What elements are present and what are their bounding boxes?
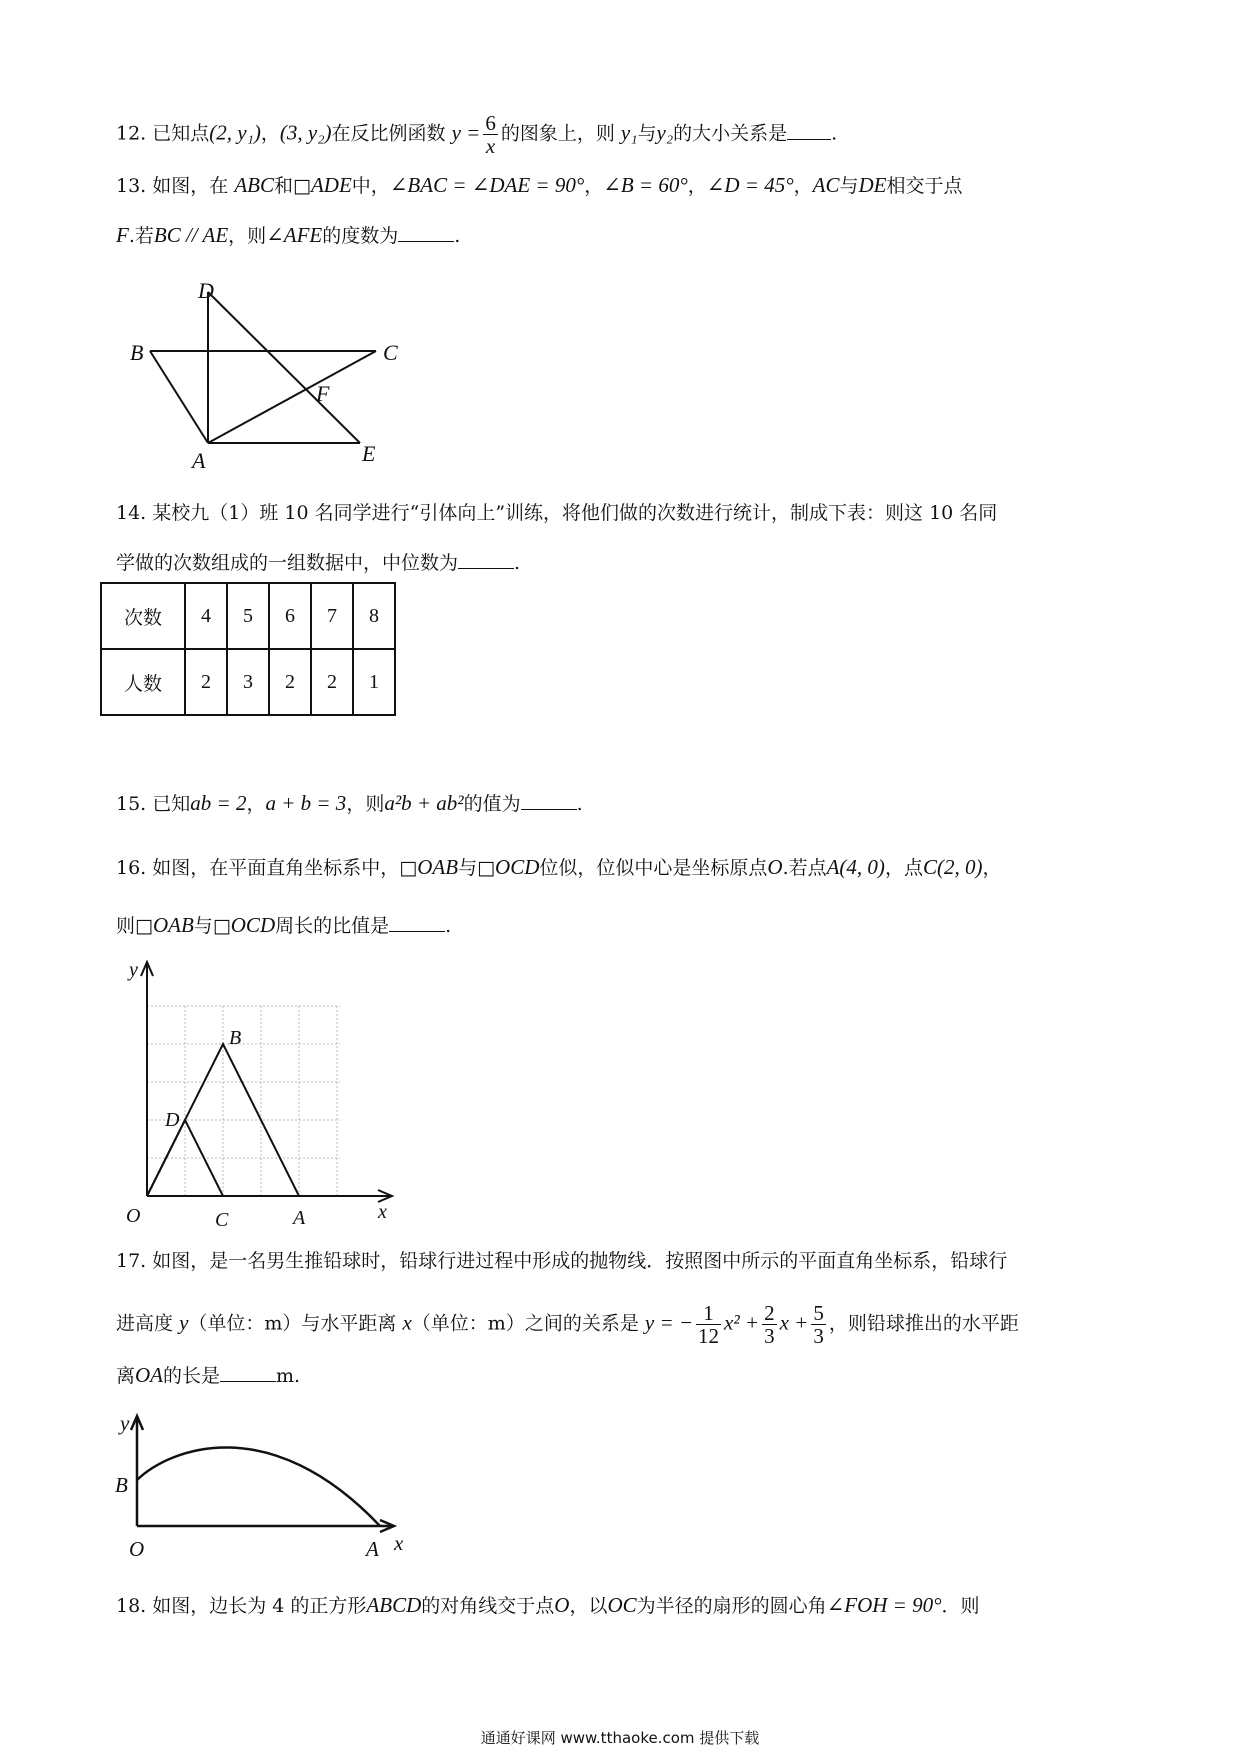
q17-text1: 进高度	[116, 1312, 174, 1335]
q12-text5: 的大小关系是	[673, 122, 788, 145]
q13-text6: .若	[128, 225, 154, 247]
q13-f: F	[116, 223, 129, 247]
q16-box-glyph: □	[477, 857, 496, 879]
table-cell: 7	[311, 583, 353, 649]
q16-text8: 周长的比值是	[275, 915, 390, 937]
q16-text5: ，点	[884, 857, 923, 879]
q17-text4: ，则铅球推出的水平距	[828, 1312, 1019, 1335]
fig17-label-a: A	[366, 1537, 379, 1561]
q18-text4: 为半径的扇形的圆心角	[636, 1595, 827, 1617]
question-15	[116, 788, 1136, 819]
q17-frac1-num: 1	[696, 1302, 721, 1325]
table-cell: 2	[269, 649, 311, 715]
q12-text4: 与	[637, 122, 657, 145]
q16-box-glyph: □	[399, 857, 418, 879]
question-17	[116, 1246, 1136, 1276]
q16-text1: 如图，在平面直角坐标系中，	[152, 857, 400, 879]
q13-angle-d: ∠D = 45°	[706, 173, 794, 197]
q13-period: .	[454, 225, 461, 247]
question-17-line2	[116, 1302, 1136, 1347]
q14-period: .	[514, 552, 521, 574]
q18-text2: 的对角线交于点	[421, 1595, 555, 1617]
q13-triangle-abc: ABC	[234, 173, 274, 197]
fig16-label-o: O	[126, 1205, 141, 1227]
fig13-label-b: B	[130, 340, 144, 365]
q15-number: 15.	[116, 793, 147, 815]
q13-de: DE	[858, 173, 887, 197]
q17-text6: 的长是	[163, 1365, 221, 1387]
q16-box-glyph: □	[135, 915, 153, 937]
q17-x2: x² +	[724, 1310, 760, 1335]
fig13-segment-de	[208, 292, 360, 443]
q17-text2: （单位：m）与水平距离	[188, 1312, 397, 1335]
q13-box-glyph: □	[293, 175, 311, 197]
q13-text8: 的度数为	[322, 225, 399, 247]
q16-ocd: OCD	[230, 913, 276, 937]
table-row	[101, 583, 395, 649]
question-14	[116, 498, 1136, 528]
q12-y2: y₂	[656, 120, 674, 145]
q16-number: 16.	[116, 857, 147, 879]
fig13-label-e: E	[362, 441, 376, 466]
table-cell: 3	[227, 649, 269, 715]
fig13-label-a: A	[192, 448, 206, 473]
question-16	[116, 852, 1136, 883]
q18-text5: ．则	[941, 1595, 980, 1617]
q13-comma1: ，	[584, 175, 604, 197]
q16-text3: 位似，位似中心是坐标原点	[539, 857, 768, 879]
question-18	[116, 1590, 1136, 1621]
table-cell: 6	[269, 583, 311, 649]
question-16-line2	[116, 910, 1136, 941]
q12-y1: y₁	[620, 120, 638, 145]
table-header-times: 次数	[101, 583, 185, 649]
q17-text3: （单位：m）之间的关系是	[411, 1312, 639, 1335]
q16-text6: 则	[116, 915, 136, 937]
q13-text1: 如图，在	[152, 175, 229, 197]
q16-text7: 与	[193, 915, 213, 937]
q17-frac2-num: 2	[764, 1301, 775, 1325]
fig17-label-y: y	[120, 1411, 130, 1435]
fig13-segment-ac	[208, 351, 376, 443]
table-cell: 1	[353, 649, 395, 715]
q13-text7: ，则	[228, 225, 267, 247]
fig17-label-o: O	[129, 1537, 145, 1561]
q16-text4: .若点	[782, 857, 827, 879]
table-cell: 2	[311, 649, 353, 715]
q13-comma3: ，	[793, 175, 813, 197]
q16-comma: ，	[982, 857, 1002, 879]
q15-answer-blank[interactable]	[521, 791, 577, 810]
q18-angle: ∠FOH = 90°	[826, 1593, 942, 1617]
q15-text3: 的值为	[463, 793, 521, 815]
q12-frac-num: 6	[485, 111, 496, 135]
fig16-label-x: x	[378, 1201, 387, 1223]
q12-point1: (2, y₁)	[209, 120, 261, 145]
q17-frac1	[696, 1302, 721, 1347]
q12-text2: 在反比例函数	[331, 122, 446, 145]
q17-y-eq: y = −	[644, 1310, 694, 1335]
q13-angle-afe: ∠AFE	[266, 223, 323, 247]
fig16-label-b: B	[229, 1027, 242, 1049]
q12-text: 已知点	[152, 122, 210, 145]
q17-answer-blank[interactable]	[220, 1363, 276, 1382]
q16-answer-blank[interactable]	[389, 913, 445, 932]
q18-abcd: ABCD	[366, 1593, 422, 1617]
fig13-segment-ba	[150, 351, 208, 443]
q17-frac3-den: 3	[813, 1324, 824, 1348]
q16-point-c: C(2, 0)	[922, 855, 983, 879]
q13-parallel: BC // AE	[153, 223, 229, 247]
q16-ocd: OCD	[495, 855, 540, 879]
q12-point2: (3, y₂)	[279, 120, 332, 145]
q15-text1: 已知	[152, 793, 191, 815]
q18-text1: 如图，边长为 4 的正方形	[152, 1595, 367, 1617]
table-cell: 5	[227, 583, 269, 649]
q17-unit: m.	[276, 1365, 301, 1387]
q17-xp: x +	[779, 1310, 809, 1335]
q16-box-glyph: □	[212, 915, 231, 937]
fig13-lines	[150, 292, 376, 443]
q14-line2: 学做的次数组成的一组数据中，中位数为	[116, 552, 459, 574]
q13-number: 13.	[116, 175, 147, 197]
q16-period: .	[445, 915, 452, 937]
q12-period: .	[831, 122, 838, 145]
q17-x: x	[402, 1310, 412, 1335]
q17-frac2-den: 3	[764, 1324, 775, 1348]
q16-oab: OAB	[417, 855, 459, 879]
q15-expr: a²b + ab²	[384, 791, 464, 815]
q16-point-a: A(4, 0)	[826, 855, 885, 879]
q18-text3: ，以	[569, 1595, 608, 1617]
q17-text5: 离	[116, 1365, 136, 1387]
q13-comma2: ，	[687, 175, 707, 197]
q13-angle-eq: ∠BAC = ∠DAE = 90°	[389, 173, 585, 197]
q13-triangle-ade: ADE	[310, 173, 352, 197]
question-14-line2	[116, 548, 1136, 578]
q17-line1: 如图，是一名男生推铅球时，铅球行进过程中形成的抛物线．按照图中所示的平面直角坐标系，铅球行	[152, 1250, 1008, 1272]
fig16-label-d: D	[165, 1109, 180, 1131]
fig13-label-f: F	[316, 381, 330, 406]
q13-angle-b: ∠B = 60°	[603, 173, 688, 197]
table-cell: 4	[185, 583, 227, 649]
question-17-line3	[116, 1360, 1136, 1391]
q18-oc: OC	[607, 1593, 637, 1617]
q16-o: O	[767, 855, 783, 879]
q15-ab: ab = 2	[190, 791, 247, 815]
table-row	[101, 649, 395, 715]
page-footer: 通通好课网 www.tthaoke.com 提供下载	[480, 1729, 760, 1747]
table-cell: 2	[185, 649, 227, 715]
q17-frac3-num: 5	[813, 1301, 824, 1325]
q17-oa: OA	[135, 1363, 164, 1387]
q13-ac: AC	[812, 173, 840, 197]
q13-text5: 相交于点	[886, 175, 963, 197]
q12-frac-den: x	[485, 134, 496, 158]
q17-frac2	[762, 1302, 777, 1347]
q13-text3: 中，	[351, 175, 390, 197]
fig16-label-y: y	[129, 959, 138, 981]
q15-text2: ，则	[346, 793, 385, 815]
q17-y: y	[179, 1310, 189, 1335]
q14-line1: 某校九（1）班 10 名同学进行“引体向上”训练，将他们做的次数进行统计，制成下表：则这 10 名同	[152, 502, 998, 524]
q13-text4: 与	[839, 175, 859, 197]
q12-number: 12.	[116, 122, 147, 145]
q15-comma: ，	[246, 793, 266, 815]
table-cell: 8	[353, 583, 395, 649]
q14-number: 14.	[116, 502, 147, 524]
stats-table	[100, 582, 396, 716]
q18-o: O	[554, 1593, 570, 1617]
q14-answer-blank[interactable]	[458, 550, 514, 569]
q18-number: 18.	[116, 1595, 147, 1617]
fig13-label-c: C	[383, 340, 398, 365]
q15-sum: a + b = 3	[265, 791, 347, 815]
fig16-label-a: A	[293, 1207, 306, 1229]
q13-text2: 和	[274, 175, 294, 197]
q16-oab: OAB	[152, 913, 194, 937]
fig16-label-c: C	[215, 1209, 229, 1231]
q17-frac3	[811, 1302, 826, 1347]
q17-number: 17.	[116, 1250, 147, 1272]
q12-comma: ，	[260, 122, 280, 145]
fig13-label-d: D	[198, 278, 214, 303]
q12-text3: 的图象上，则	[500, 122, 615, 145]
q17-frac1-den: 12	[698, 1324, 720, 1348]
table-header-people: 人数	[101, 649, 185, 715]
fig17-label-x: x	[394, 1531, 404, 1555]
q15-period: .	[576, 793, 583, 815]
q12-y-eq: y =	[451, 120, 481, 145]
q16-text2: 与	[458, 857, 478, 879]
fig17-label-b: B	[115, 1473, 128, 1497]
